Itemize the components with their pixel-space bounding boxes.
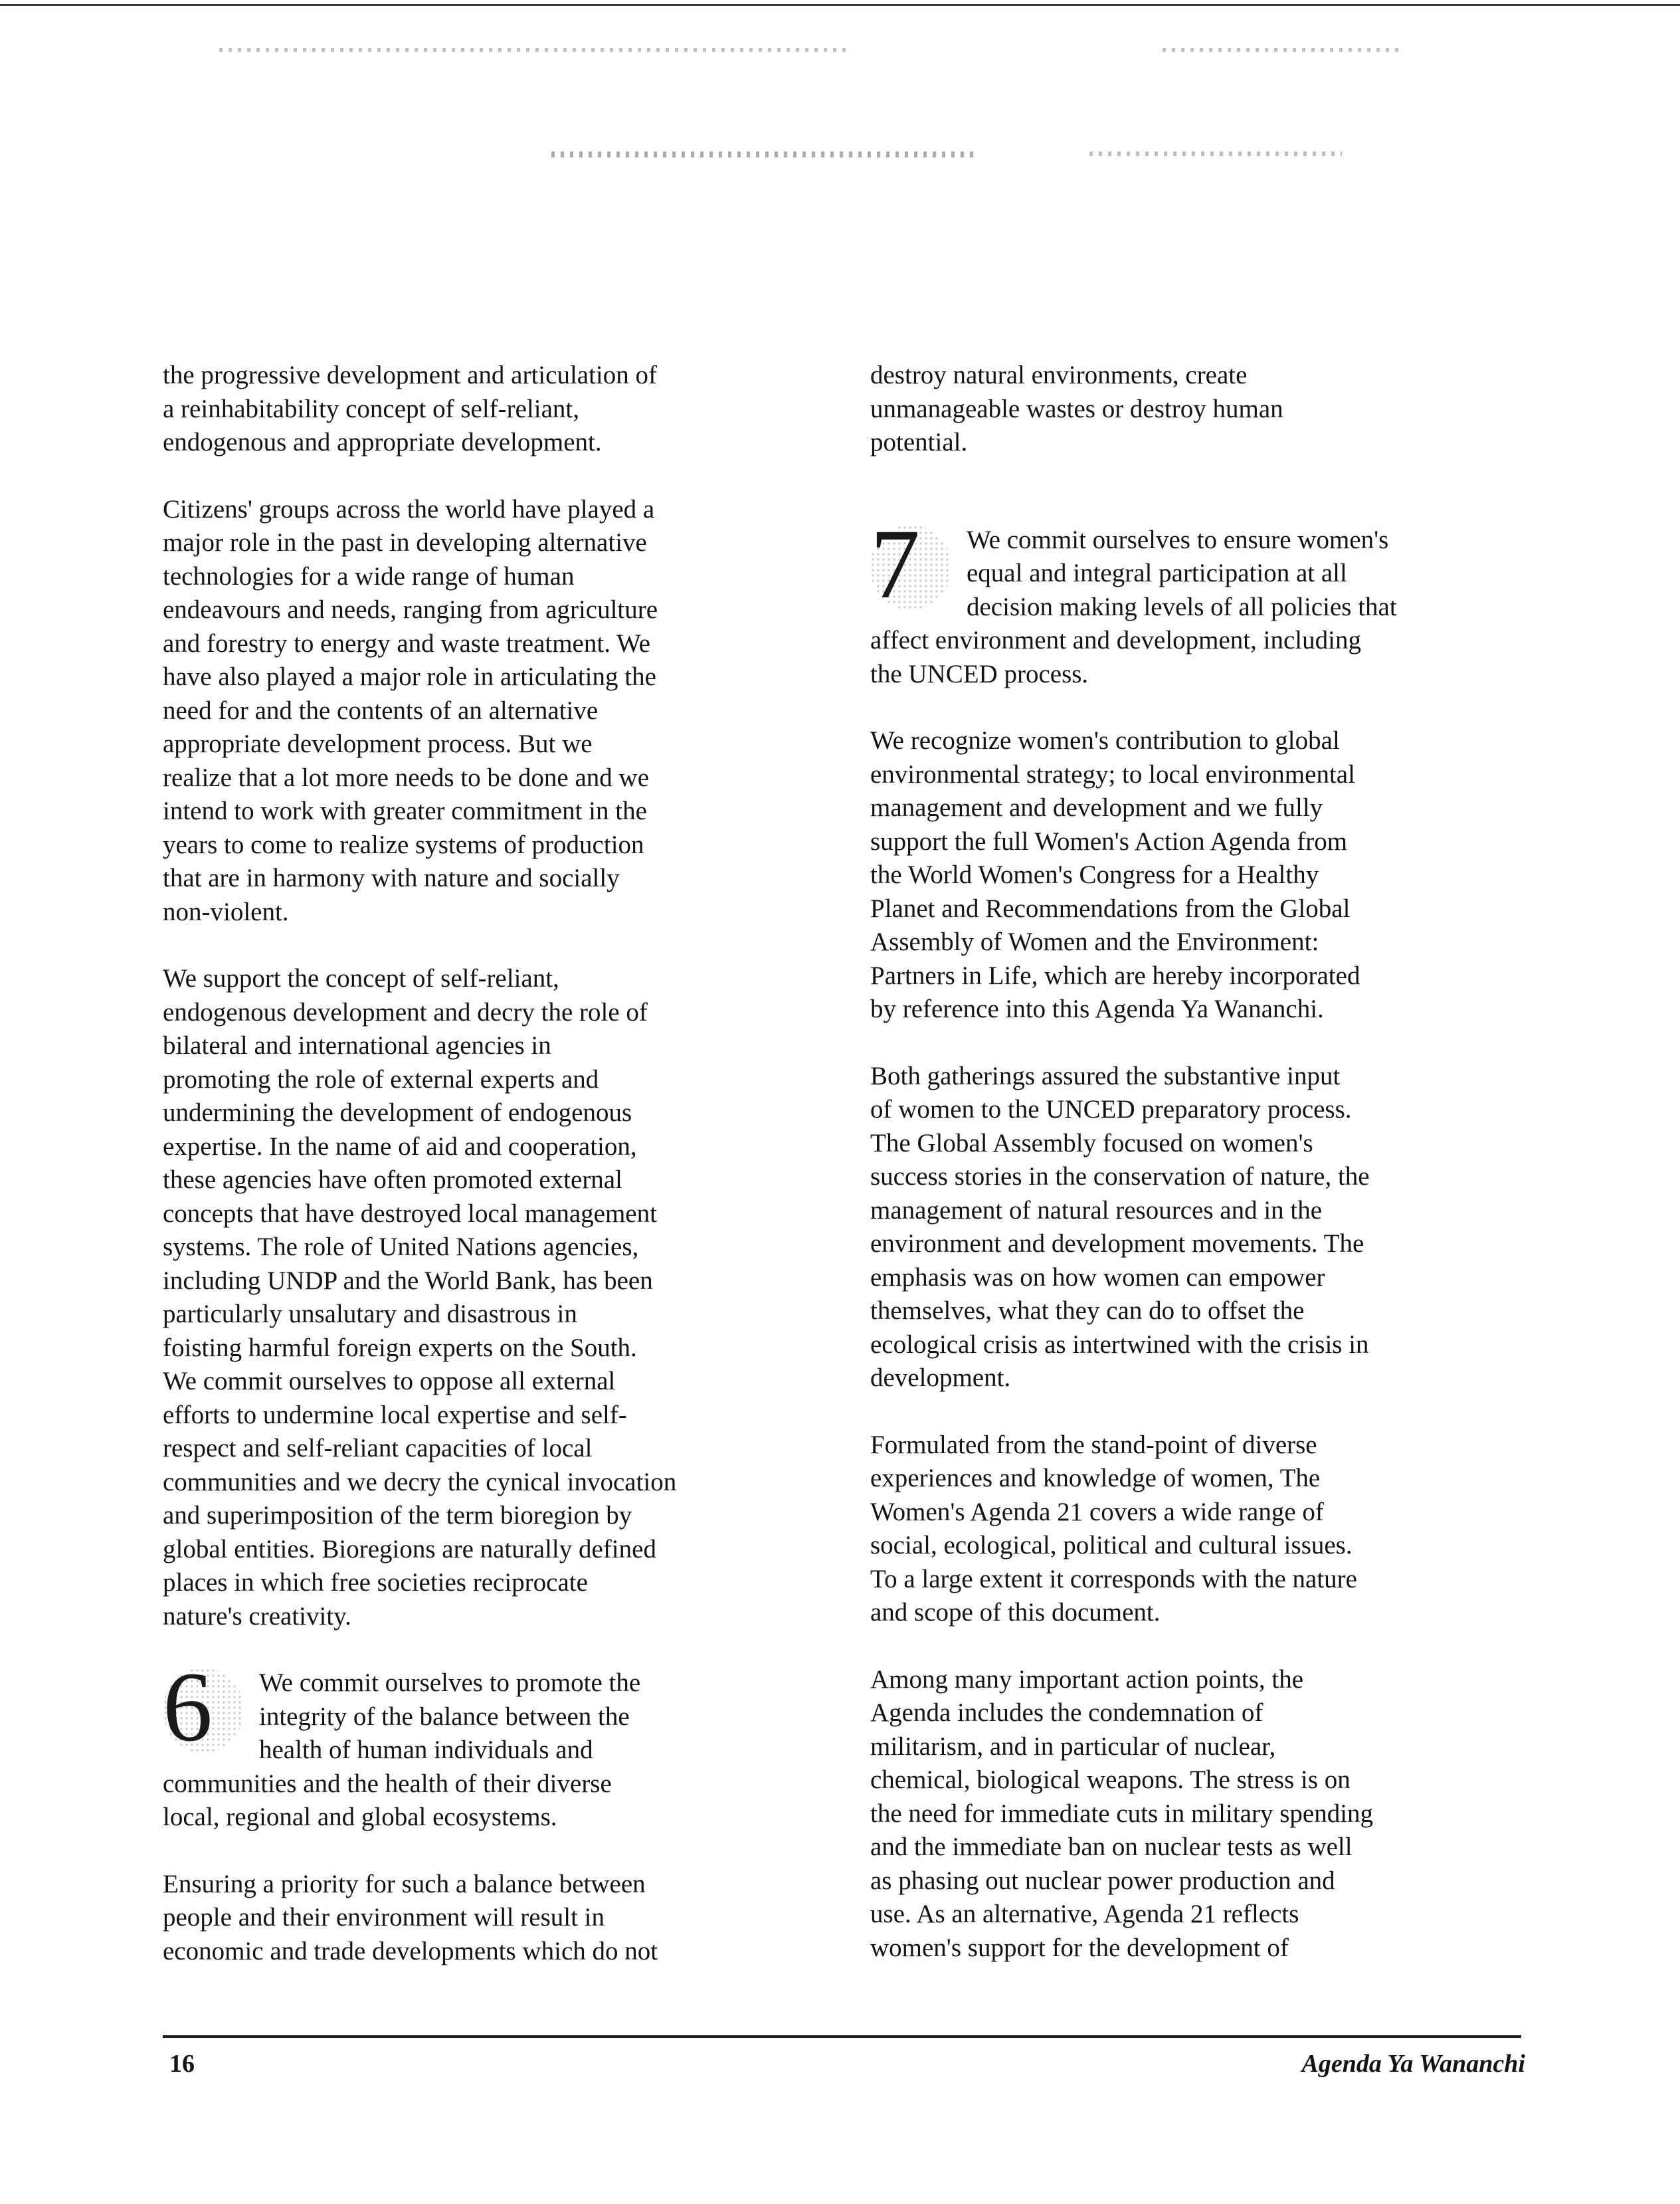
text-line: the UNCED process. — [870, 659, 1089, 688]
text-line: the need for immediate cuts in military spending — [870, 1799, 1374, 1828]
running-title: Agenda Ya Wananchi — [1301, 2050, 1525, 2078]
text-line: endogenous development and decry the role of — [163, 997, 648, 1027]
text-line: economic and trade developments which do not — [163, 1936, 658, 1965]
text-line: development. — [870, 1363, 1011, 1392]
text-line: Citizens' groups across the world have played a — [163, 494, 655, 524]
text-line: women's support for the development of — [870, 1933, 1289, 1962]
scan-artifact — [551, 151, 977, 157]
text-line: Both gatherings assured the substantive input — [870, 1061, 1341, 1090]
text-line: appropriate development process. But we — [163, 730, 593, 758]
text-line: support the full Women's Action Agenda from — [870, 827, 1348, 856]
scan-artifact — [219, 48, 850, 52]
text-line: the World Women's Congress for a Healthy — [870, 860, 1319, 889]
text-line: that are in harmony with nature and socially — [163, 864, 620, 892]
text-line: unmanageable wastes or destroy human — [870, 394, 1283, 423]
commitment-numeral: 7 — [870, 521, 967, 621]
text-line: Women's Agenda 21 covers a wide range of — [870, 1497, 1324, 1526]
text-line: bilateral and international agencies in — [163, 1031, 551, 1060]
text-line: a reinhabitability concept of self-reliant, — [163, 394, 579, 423]
commitment-wrapped-text — [870, 524, 1535, 625]
text-line: militarism, and in particular of nuclear, — [870, 1732, 1276, 1761]
text-line: We commit ourselves to oppose all external — [163, 1367, 616, 1395]
text-line: To a large extent it corresponds with the nature — [870, 1564, 1357, 1593]
text-line: nature's creativity. — [163, 1601, 351, 1631]
paragraph — [870, 1060, 1535, 1395]
text-line: Ensuring a priority for such a balance between — [163, 1869, 646, 1898]
commitment-numeral: 6 — [163, 1664, 259, 1763]
text-line: and the immediate ban on nuclear tests as well — [870, 1833, 1353, 1861]
text-line: Agenda includes the condemnation of — [870, 1698, 1263, 1727]
text-line: Among many important action points, the — [870, 1664, 1304, 1694]
text-line: local, regional and global ecosystems. — [163, 1803, 557, 1831]
commitment-wrapped-text — [163, 1666, 827, 1767]
text-line: destroy natural environments, create — [870, 361, 1248, 389]
text-line: and scope of this document. — [870, 1598, 1161, 1627]
text-line: social, ecological, political and cultural issues. — [870, 1531, 1353, 1559]
text-line: themselves, what they can do to offset the — [870, 1296, 1305, 1325]
text-line: Assembly of Women and the Environment: — [870, 928, 1319, 956]
text-line: these agencies have often promoted external — [163, 1165, 622, 1194]
text-line: years to come to realize systems of production — [163, 830, 644, 859]
footer-rule — [163, 2035, 1521, 2038]
text-line: ecological crisis as intertwined with the crisis in — [870, 1330, 1369, 1359]
text-line: We recognize women's contribution to global — [870, 726, 1340, 755]
commitment-item — [163, 1652, 827, 1835]
page-number: 16 — [169, 2050, 195, 2078]
text-line: endogenous and appropriate development. — [163, 428, 602, 456]
text-line: Partners in Life, which are hereby incorporated — [870, 961, 1360, 990]
text-line: particularly unsalutary and disastrous in — [163, 1300, 577, 1328]
text-line: potential. — [870, 428, 968, 456]
text-line: undermining the development of endogenous — [163, 1098, 632, 1127]
paragraph — [163, 359, 827, 460]
text-line: technologies for a wide range of human — [163, 561, 575, 591]
text-line: communities and the health of their diverse — [163, 1769, 612, 1798]
text-line: management of natural resources and in the — [870, 1195, 1323, 1225]
text-line: concepts that have destroyed local management — [163, 1199, 657, 1228]
paragraph — [870, 1663, 1535, 1965]
text-line: of women to the UNCED preparatory process. — [870, 1095, 1352, 1124]
commitment-item — [870, 508, 1535, 692]
text-line: communities and we decry the cynical invocation — [163, 1467, 677, 1496]
text-line: including UNDP and the World Bank, has been — [163, 1266, 653, 1295]
top-scan-rule — [0, 4, 1680, 6]
text-line: We support the concept of self-reliant, — [163, 964, 559, 993]
text-line: chemical, biological weapons. The stress is on — [870, 1765, 1351, 1794]
text-line: success stories in the conservation of nature, the — [870, 1162, 1370, 1191]
text-line: emphasis was on how women can empower — [870, 1262, 1325, 1292]
text-line: use. As an alternative, Agenda 21 reflects — [870, 1900, 1299, 1928]
text-line: Formulated from the stand-point of diverse — [870, 1430, 1317, 1459]
paragraph — [163, 1868, 827, 1969]
left-column — [163, 359, 827, 2001]
text-line: non-violent. — [163, 897, 289, 926]
text-line: management and development and we fully — [870, 793, 1323, 822]
text-line: intend to work with greater commitment in the — [163, 797, 647, 825]
commitment-text — [870, 624, 1535, 691]
text-line: places in which free societies reciprocate — [163, 1568, 588, 1597]
text-line: The Global Assembly focused on women's — [870, 1128, 1313, 1157]
paragraph — [870, 1429, 1535, 1630]
text-line: integrity of the balance between the — [259, 1702, 630, 1731]
text-line: environmental strategy; to local environmental — [870, 759, 1355, 789]
text-line: We commit ourselves to ensure women's — [967, 525, 1389, 554]
paragraph — [163, 962, 827, 1633]
paragraph — [870, 724, 1535, 1027]
scan-artifact — [1163, 48, 1402, 52]
text-line: major role in the past in developing alternative — [163, 528, 647, 557]
text-line: expertise. In the name of aid and cooperation, — [163, 1132, 637, 1161]
text-line: and forestry to energy and waste treatment. We — [163, 629, 650, 658]
text-line: and superimposition of the term bioregion by — [163, 1501, 632, 1530]
text-line: affect environment and development, including — [870, 626, 1361, 654]
paragraph — [163, 493, 827, 930]
text-line: systems. The role of United Nations agencies, — [163, 1233, 639, 1261]
text-line: environment and development movements. The — [870, 1229, 1364, 1258]
text-line: We commit ourselves to promote the — [259, 1668, 641, 1697]
paragraph — [870, 359, 1535, 460]
text-line: realize that a lot more needs to be done and we — [163, 763, 650, 792]
text-line: need for and the contents of an alternative — [163, 696, 599, 725]
text-line: decision making levels of all policies that — [967, 592, 1397, 621]
text-line: efforts to undermine local expertise and self- — [163, 1400, 627, 1429]
text-line: endeavours and needs, ranging from agriculture — [163, 595, 658, 624]
right-column — [870, 359, 1535, 1998]
text-line: the progressive development and articulation of — [163, 361, 658, 389]
text-line: global entities. Bioregions are naturally defined — [163, 1534, 656, 1563]
text-line: promoting the role of external experts and — [163, 1064, 599, 1094]
commitment-text — [163, 1767, 827, 1835]
text-line: people and their environment will result in — [163, 1903, 605, 1932]
text-line: Planet and Recommendations from the Global — [870, 894, 1351, 923]
scan-artifact — [1089, 151, 1342, 156]
text-line: respect and self-reliant capacities of local — [163, 1434, 593, 1462]
text-line: have also played a major role in articulating the — [163, 662, 656, 691]
text-line: foisting harmful foreign experts on the South. — [163, 1333, 637, 1362]
text-line: as phasing out nuclear power production and — [870, 1866, 1335, 1895]
text-line: health of human individuals and — [259, 1736, 593, 1764]
text-line: experiences and knowledge of women, The — [870, 1464, 1321, 1492]
text-line: equal and integral participation at all — [967, 559, 1347, 587]
text-line: by reference into this Agenda Ya Wananchi. — [870, 995, 1324, 1023]
